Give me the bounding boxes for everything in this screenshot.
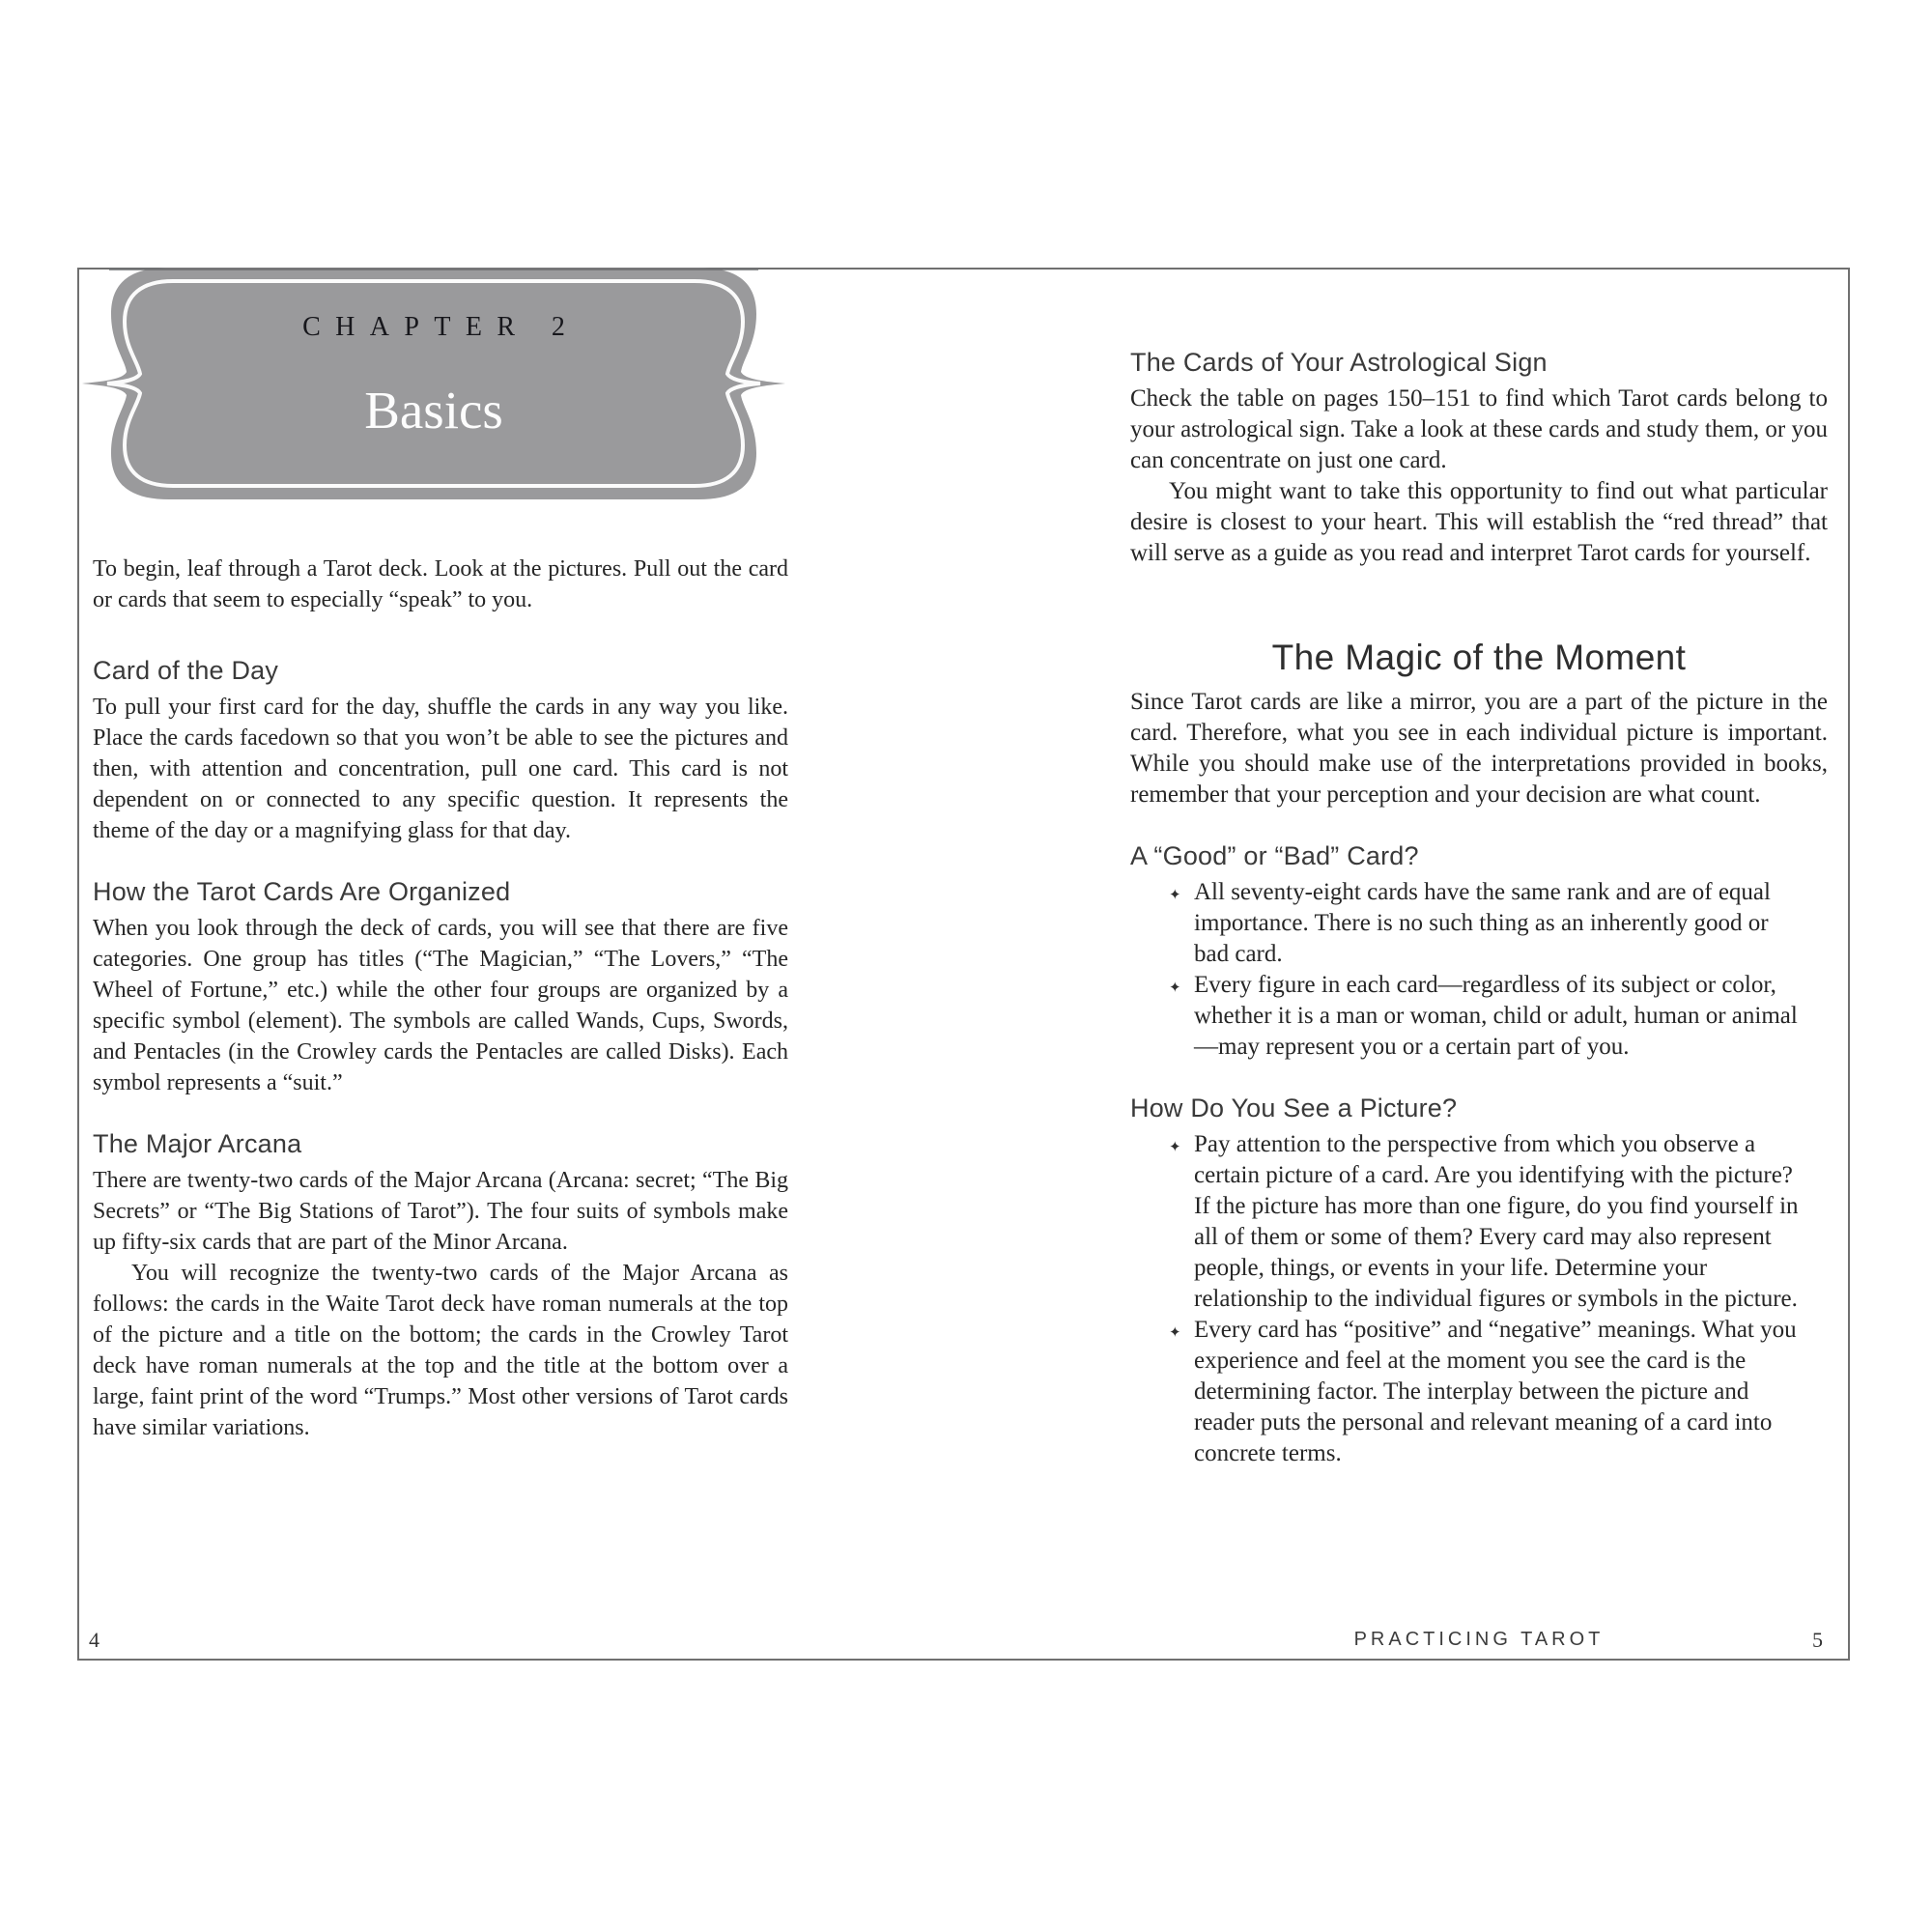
bullet-list — [1130, 1129, 1828, 1469]
body-paragraph: To pull your first card for the day, shuffle the cards in any way you like. Place the cards facedown so that you won’t be able to see the pictures and then, with attention and concentration, pull one card. This card is not dependent on or connected to any specific question. It represents the theme of the day or a magnifying glass for that day. — [93, 695, 788, 843]
bullet-item — [1130, 1315, 1828, 1469]
chapter-plaque — [80, 268, 787, 500]
section-heading: How Do You See a Picture? — [1130, 1094, 1458, 1122]
body-paragraph: You might want to take this opportunity to find out what particular desire is closest to your heart. This will establish the “red thread” that will serve as a guide as you read and interpret Tarot cards for yourself. — [1130, 478, 1828, 566]
diamond-bullet-icon: ✦ — [1169, 888, 1181, 903]
body-paragraph: Check the table on pages 150–151 to find which Tarot cards belong to your astrological sign. Take a look at these cards and study them, or you can concentrate on just one card. — [1130, 385, 1828, 473]
bullet-text: All seventy-eight cards have the same rank and are of equal importance. There is no such thing as an inherently good or bad card. — [1194, 879, 1771, 967]
section-heading-centered: The Magic of the Moment — [1271, 638, 1687, 677]
bullet-item — [1130, 877, 1828, 970]
bullet-text: Pay attention to the perspective from which you observe a certain picture of a card. Are you identifying with the picture? If the picture has more than one figure, do you find yourself in all of them or some of them? Every card may also represent people, things, or events in your life. Determine your relationship to the individual figures or symbols in the picture. — [1194, 1131, 1799, 1312]
bullet-item — [1130, 1129, 1828, 1315]
section-heading: How the Tarot Cards Are Organized — [93, 877, 511, 906]
section-heading: A “Good” or “Bad” Card? — [1130, 841, 1419, 870]
section-heading: The Major Arcana — [93, 1129, 302, 1158]
bullet-list — [1130, 877, 1828, 1063]
diamond-bullet-icon: ✦ — [1169, 980, 1181, 996]
bullet-item — [1130, 970, 1828, 1063]
chapter-label: CHAPTER 2 — [302, 312, 581, 342]
body-paragraph: When you look through the deck of cards, you will see that there are five categories. One group has titles (“The Magician,” “The Lovers,” “The Wheel of Fortune,” etc.) while the other four groups are organized by a specific symbol (element). The symbols are called Wands, Cups, Swords, and Pentacles (in the Crowley cards the Pentacles are called Disks). Each symbol represents a “suit.” — [93, 916, 788, 1095]
running-title: PRACTICING TAROT — [1353, 1629, 1605, 1650]
left-page-column — [93, 554, 788, 1443]
chapter-title: Basics — [364, 381, 503, 440]
bullet-text: Every figure in each card—regardless of its subject or color, whether it is a man or woman, child or adult, human or animal—may represent you or a certain part of you. — [1194, 972, 1798, 1060]
body-paragraph: To begin, leaf through a Tarot deck. Look at the pictures. Pull out the card or cards that seem to especially “speak” to you. — [93, 556, 788, 612]
bullet-text: Every card has “positive” and “negative” meanings. What you experience and feel at the moment you see the card is the determining factor. The interplay between the picture and reader puts the personal and relevant meaning of a card into concrete terms. — [1194, 1317, 1797, 1466]
body-paragraph: Since Tarot cards are like a mirror, you are a part of the picture in the card. Therefore, what you see in each individual picture is important. While you should make use of the interpretations provided in books, remember that your perception and your decision are what count. — [1130, 689, 1828, 808]
right-page-column — [1130, 346, 1828, 1481]
diamond-bullet-icon: ✦ — [1169, 1140, 1181, 1155]
section-heading: Card of the Day — [93, 656, 279, 685]
section-heading: The Cards of Your Astrological Sign — [1130, 348, 1548, 377]
page-number-left: 4 — [89, 1628, 99, 1652]
body-paragraph: You will recognize the twenty-two cards of the Major Arcana as follows: the cards in the Waite Tarot deck have roman numerals at the top of the picture and a title on the bottom; the cards in the Crowley Tarot deck have roman numerals at the top and the title at the bottom over a large, faint print of the word “Trumps.” Most other versions of Tarot cards have similar variations. — [93, 1261, 788, 1440]
diamond-bullet-icon: ✦ — [1169, 1325, 1181, 1341]
body-paragraph: There are twenty-two cards of the Major Arcana (Arcana: secret; “The Big Secrets” or “The Big Stations of Tarot”). The four suits of symbols make up fifty-six cards that are part of the Minor Arcana. — [93, 1168, 788, 1255]
page-frame — [77, 268, 1850, 1661]
page-number-right: 5 — [1812, 1628, 1823, 1652]
